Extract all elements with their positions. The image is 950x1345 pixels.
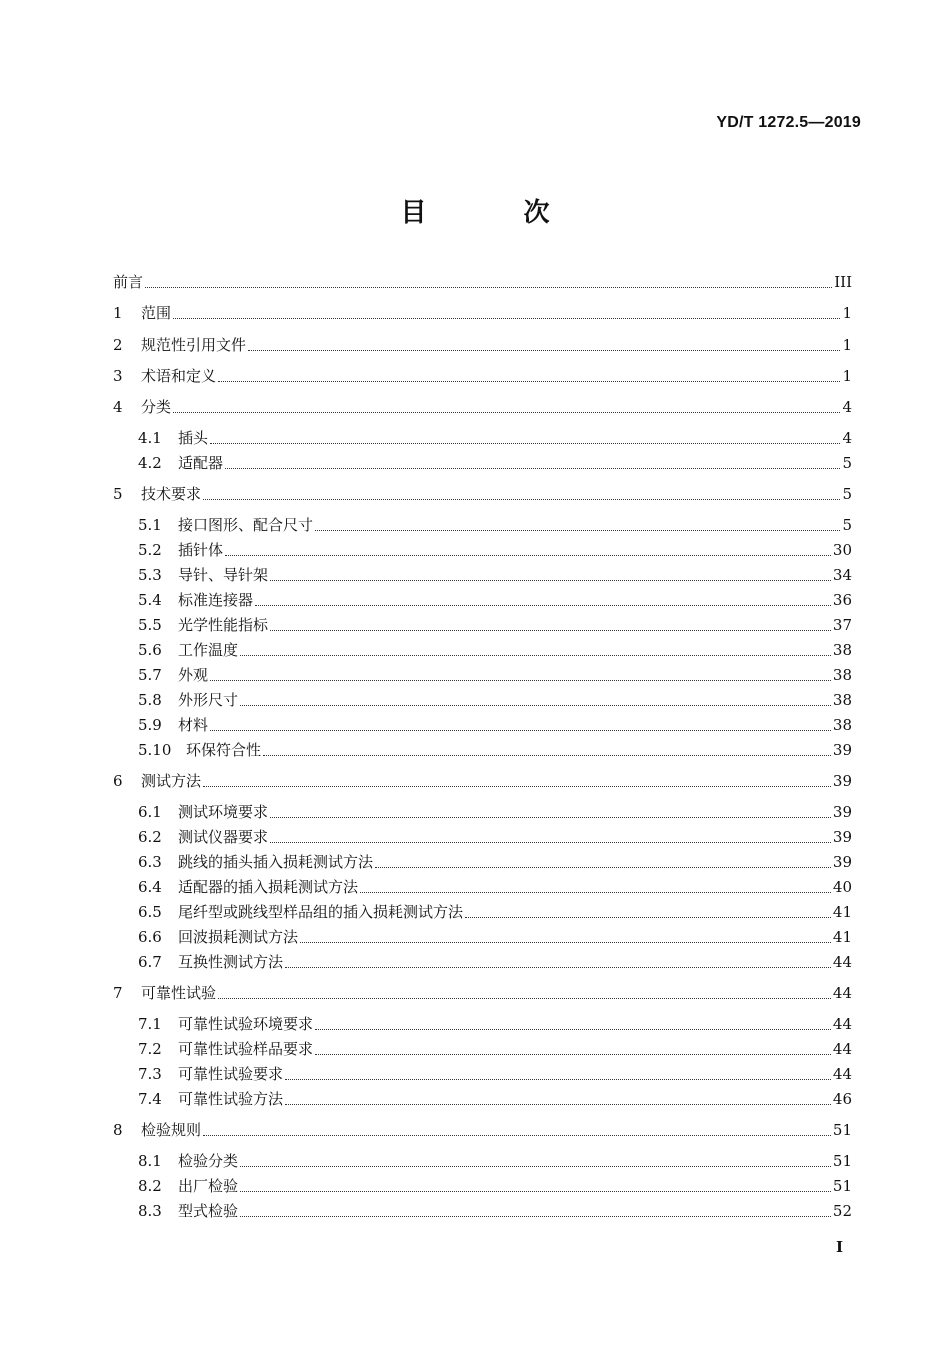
toc-entry[interactable]	[138, 851, 852, 873]
toc-entry[interactable]	[138, 739, 852, 761]
toc-entry-number: 5	[113, 485, 123, 503]
toc-entry-label: 可靠性试验方法	[178, 1090, 284, 1108]
toc-entry-label: 标准连接器	[178, 591, 254, 609]
toc-entry-label: 可靠性试验样品要求	[178, 1040, 314, 1058]
toc-entry[interactable]	[113, 1119, 852, 1141]
dot-leader	[203, 1134, 831, 1136]
toc-entry[interactable]	[138, 539, 852, 561]
dot-leader	[248, 349, 840, 351]
toc-entry-label: 测试方法	[141, 772, 202, 790]
toc-entry-page: 39	[832, 828, 852, 846]
toc-entry-page: 39	[832, 772, 852, 790]
dot-leader	[270, 579, 831, 581]
toc-entry-number: 4	[113, 398, 123, 416]
toc-entry[interactable]	[138, 901, 852, 923]
toc-entry-number: 6.6	[138, 928, 162, 946]
dot-leader	[203, 785, 831, 787]
dot-leader	[240, 1190, 831, 1192]
toc-entry[interactable]	[138, 1175, 852, 1197]
dot-leader	[173, 317, 840, 319]
toc-entry[interactable]	[113, 770, 852, 792]
toc-entry-number: 6.1	[138, 803, 162, 821]
toc-entry-number: 1	[113, 304, 123, 322]
dot-leader	[375, 866, 831, 868]
toc-entry-label: 检验规则	[141, 1121, 202, 1139]
toc-entry-label: 检验分类	[178, 1152, 239, 1170]
toc-entry-label: 规范性引用文件	[141, 336, 247, 354]
toc-entry[interactable]	[113, 271, 852, 293]
dot-leader	[225, 467, 840, 469]
toc-entry-label: 工作温度	[178, 641, 239, 659]
toc-entry-label: 导针、导针架	[178, 566, 269, 584]
toc-entry-number: 5.1	[138, 516, 162, 534]
toc-entry-page: 38	[832, 666, 852, 684]
toc-entry-number: 6.5	[138, 903, 162, 921]
toc-entry[interactable]	[113, 302, 852, 324]
toc-entry[interactable]	[138, 926, 852, 948]
toc-entry-label: 分类	[141, 398, 172, 416]
toc-entry[interactable]	[138, 1013, 852, 1035]
dot-leader	[465, 916, 831, 918]
toc-entry-label: 外形尺寸	[178, 691, 239, 709]
toc-entry-label: 型式检验	[178, 1202, 239, 1220]
toc-entry-label: 适配器的插入损耗测试方法	[178, 878, 359, 896]
toc-entry-number: 5.3	[138, 566, 162, 584]
toc-entry-page: 41	[832, 928, 852, 946]
toc-entry-page: 52	[832, 1202, 852, 1220]
dot-leader	[263, 754, 831, 756]
toc-entry[interactable]	[138, 714, 852, 736]
toc-entry-page: 40	[832, 878, 852, 896]
document-code: YD/T 1272.5—2019	[716, 114, 861, 131]
toc-entry-page: 38	[832, 716, 852, 734]
toc-entry[interactable]	[138, 1200, 852, 1222]
toc-entry-number: 6.2	[138, 828, 162, 846]
toc-entry[interactable]	[138, 826, 852, 848]
toc-entry-page: 4	[842, 429, 852, 447]
toc-entry-page: 39	[832, 853, 852, 871]
toc-entry-number: 5.10	[138, 741, 172, 759]
dot-leader	[240, 1165, 831, 1167]
toc-entry-label: 互换性测试方法	[178, 953, 284, 971]
toc-entry-number: 7.2	[138, 1040, 162, 1058]
toc-entry-page: 38	[832, 691, 852, 709]
toc-entry-number: 4.2	[138, 454, 162, 472]
toc-entry-page: 39	[832, 741, 852, 759]
toc-entry-number: 5.7	[138, 666, 162, 684]
toc-entry-page: 41	[832, 903, 852, 921]
toc-entry-page: 4	[842, 398, 852, 416]
toc-entry-page: 1	[842, 336, 852, 354]
toc-entry-label: 外观	[178, 666, 209, 684]
toc-entry[interactable]	[113, 396, 852, 418]
toc-entry-label: 可靠性试验要求	[178, 1065, 284, 1083]
toc-entry-page: 51	[832, 1152, 852, 1170]
toc-entry[interactable]	[138, 1038, 852, 1060]
toc-entry-label: 可靠性试验	[141, 984, 217, 1002]
toc-entry-number: 5.6	[138, 641, 162, 659]
dot-leader	[285, 966, 831, 968]
dot-leader	[203, 498, 840, 500]
toc-entry-label: 跳线的插头插入损耗测试方法	[178, 853, 374, 871]
toc-entry-page: 39	[832, 803, 852, 821]
toc-entry-label: 光学性能指标	[178, 616, 269, 634]
toc-entry-number: 6	[113, 772, 123, 790]
dot-leader	[285, 1103, 831, 1105]
dot-leader	[315, 1053, 831, 1055]
toc-entry-label: 插针体	[178, 541, 224, 559]
toc-entry[interactable]	[138, 452, 852, 474]
toc-entry-number: 6.4	[138, 878, 162, 896]
toc-entry-number: 5.8	[138, 691, 162, 709]
toc-entry-number: 7.3	[138, 1065, 162, 1083]
dot-leader	[210, 729, 831, 731]
toc-title: 目 次	[400, 198, 594, 228]
toc-entry[interactable]	[138, 664, 852, 686]
toc-entry[interactable]	[138, 801, 852, 823]
dot-leader	[145, 286, 832, 288]
toc-entry-label: 技术要求	[141, 485, 202, 503]
toc-entry-page: 51	[832, 1177, 852, 1195]
page-number: I	[836, 1238, 844, 1256]
toc-entry-number: 5.2	[138, 541, 162, 559]
toc-entry-number: 7.4	[138, 1090, 162, 1108]
dot-leader	[240, 1215, 831, 1217]
toc-entry-label: 回波损耗测试方法	[178, 928, 299, 946]
toc-entry[interactable]	[138, 951, 852, 973]
toc-entry-label: 前言	[113, 273, 144, 291]
toc-entry-number: 5.5	[138, 616, 162, 634]
dot-leader	[218, 380, 840, 382]
toc-entry-label: 尾纤型或跳线型样品组的插入损耗测试方法	[178, 903, 464, 921]
toc-entry-number: 8	[113, 1121, 123, 1139]
dot-leader	[270, 629, 831, 631]
toc-entry[interactable]	[138, 876, 852, 898]
toc-entry-number: 3	[113, 367, 123, 385]
dot-leader	[270, 841, 831, 843]
toc-entry-label: 环保符合性	[186, 741, 262, 759]
dot-leader	[218, 997, 831, 999]
toc-entry-number: 7	[113, 984, 123, 1002]
dot-leader	[300, 941, 831, 943]
toc-entry-number: 8.1	[138, 1152, 162, 1170]
toc-entry-page: 36	[832, 591, 852, 609]
toc-entry[interactable]	[138, 639, 852, 661]
dot-leader	[315, 529, 840, 531]
toc-entry[interactable]	[138, 427, 852, 449]
toc-entry-number: 6.3	[138, 853, 162, 871]
toc-entry-page: 51	[832, 1121, 852, 1139]
toc-entry[interactable]	[138, 1088, 852, 1110]
toc-entry-page: 5	[842, 485, 852, 503]
toc-entry-number: 5.9	[138, 716, 162, 734]
dot-leader	[360, 891, 831, 893]
toc-entry[interactable]	[138, 689, 852, 711]
toc-entry-page: 30	[832, 541, 852, 559]
dot-leader	[225, 554, 831, 556]
dot-leader	[210, 679, 831, 681]
toc-entry[interactable]	[138, 564, 852, 586]
toc-entry-label: 插头	[178, 429, 209, 447]
toc-entry-label: 范围	[141, 304, 172, 322]
dot-leader	[255, 604, 831, 606]
toc-entry-label: 接口图形、配合尺寸	[178, 516, 314, 534]
toc-entry-page: 46	[832, 1090, 852, 1108]
toc-entry-number: 6.7	[138, 953, 162, 971]
dot-leader	[270, 816, 831, 818]
toc-entry[interactable]	[113, 365, 852, 387]
toc-entry-page: 44	[832, 1065, 852, 1083]
toc-entry-page: 5	[842, 454, 852, 472]
toc-entry-label: 可靠性试验环境要求	[178, 1015, 314, 1033]
toc-entry-page: 1	[842, 367, 852, 385]
toc-entry-page: III	[834, 273, 852, 291]
dot-leader	[210, 442, 840, 444]
toc-entry-number: 8.3	[138, 1202, 162, 1220]
dot-leader	[315, 1028, 831, 1030]
toc-entry-page: 34	[832, 566, 852, 584]
toc-entry[interactable]	[113, 334, 852, 356]
dot-leader	[173, 411, 840, 413]
toc-entry-number: 2	[113, 336, 123, 354]
toc-entry-page: 5	[842, 516, 852, 534]
toc-entry-page: 44	[832, 953, 852, 971]
toc-entry[interactable]	[113, 982, 852, 1004]
toc-entry-page: 44	[832, 1015, 852, 1033]
dot-leader	[240, 654, 831, 656]
toc-entry-page: 44	[832, 984, 852, 1002]
toc-entry-number: 8.2	[138, 1177, 162, 1195]
toc-entry-label: 术语和定义	[141, 367, 217, 385]
dot-leader	[285, 1078, 831, 1080]
toc-entry[interactable]	[113, 483, 852, 505]
toc-entry-page: 1	[842, 304, 852, 322]
toc-entry-label: 出厂检验	[178, 1177, 239, 1195]
toc-entry-number: 4.1	[138, 429, 162, 447]
toc-entry-label: 适配器	[178, 454, 224, 472]
toc-entry-number: 7.1	[138, 1015, 162, 1033]
toc-entry-page: 38	[832, 641, 852, 659]
toc-entry[interactable]	[138, 614, 852, 636]
toc-entry-label: 测试环境要求	[178, 803, 269, 821]
toc-entry[interactable]	[138, 1063, 852, 1085]
toc-entry-label: 测试仪器要求	[178, 828, 269, 846]
toc-entry[interactable]	[138, 1150, 852, 1172]
toc-entry[interactable]	[138, 514, 852, 536]
toc-entry-page: 44	[832, 1040, 852, 1058]
toc-entry-page: 37	[832, 616, 852, 634]
toc-entry-number: 5.4	[138, 591, 162, 609]
dot-leader	[240, 704, 831, 706]
toc-entry-label: 材料	[178, 716, 209, 734]
toc-entry[interactable]	[138, 589, 852, 611]
